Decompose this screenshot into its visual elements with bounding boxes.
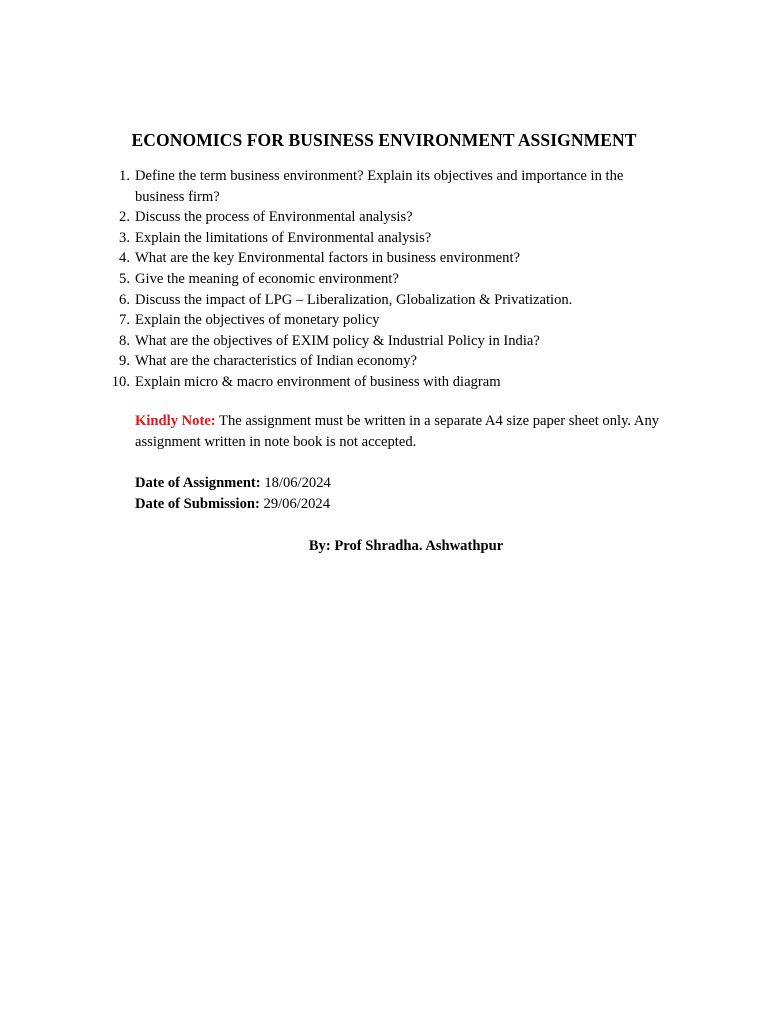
question-number: 8. (119, 332, 130, 349)
question-text: Discuss the process of Environmental analysis? (135, 209, 413, 226)
question-text: What are the characteristics of Indian economy? (135, 353, 418, 370)
question-item (106, 166, 666, 207)
question-text: Give the meaning of economic environment? (135, 270, 399, 287)
question-item (106, 248, 666, 269)
question-number: 9. (119, 353, 130, 370)
question-item (106, 372, 666, 393)
question-number: 10. (111, 373, 130, 390)
question-number: 1. (119, 168, 130, 184)
dates-block (135, 473, 675, 514)
question-text: Discuss the impact of LPG – Liberalization, Globalization & Privatization. (135, 291, 573, 308)
question-item (106, 310, 666, 331)
submission-date-label: Date of Submission: (135, 495, 260, 512)
question-item (106, 269, 666, 290)
assignment-date-label: Date of Assignment: (135, 475, 261, 491)
question-text: Define the term business environment? Explain its objectives and importance in the business firm? (135, 168, 624, 205)
assignment-date-value: 18/06/2024 (260, 475, 331, 491)
question-number: 6. (119, 291, 130, 308)
kindly-note (135, 411, 675, 452)
question-number: 2. (119, 209, 130, 226)
question-item (106, 207, 666, 228)
author-byline: By: Prof Shradha. Ashwathpur (308, 538, 504, 554)
question-text: What are the objectives of EXIM policy & Industrial Policy in India? (135, 332, 540, 349)
note-label: Kindly Note: (135, 413, 216, 429)
submission-date-value: 29/06/2024 (259, 495, 331, 512)
question-text: Explain the limitations of Environmental analysis? (135, 229, 432, 246)
question-item (106, 290, 666, 311)
question-text: Explain the objectives of monetary policy (135, 312, 380, 329)
question-text: What are the key Environmental factors in business environment? (135, 250, 520, 267)
assignment-date-line (135, 473, 675, 494)
question-number: 7. (119, 312, 130, 329)
note-text: The assignment must be written in a separate A4 size paper sheet only. Any assignment written in note book is not accepted. (135, 413, 660, 450)
question-text: Explain micro & macro environment of business with diagram (135, 373, 501, 390)
question-number: 3. (119, 229, 130, 246)
question-item (106, 228, 666, 249)
question-item (106, 351, 666, 372)
document-title: ECONOMICS FOR BUSINESS ENVIRONMENT ASSIGNMENT (131, 130, 637, 150)
submission-date-line (135, 494, 675, 515)
question-number: 4. (119, 250, 130, 267)
question-number: 5. (119, 270, 130, 287)
question-list (106, 166, 666, 393)
question-item (106, 331, 666, 352)
